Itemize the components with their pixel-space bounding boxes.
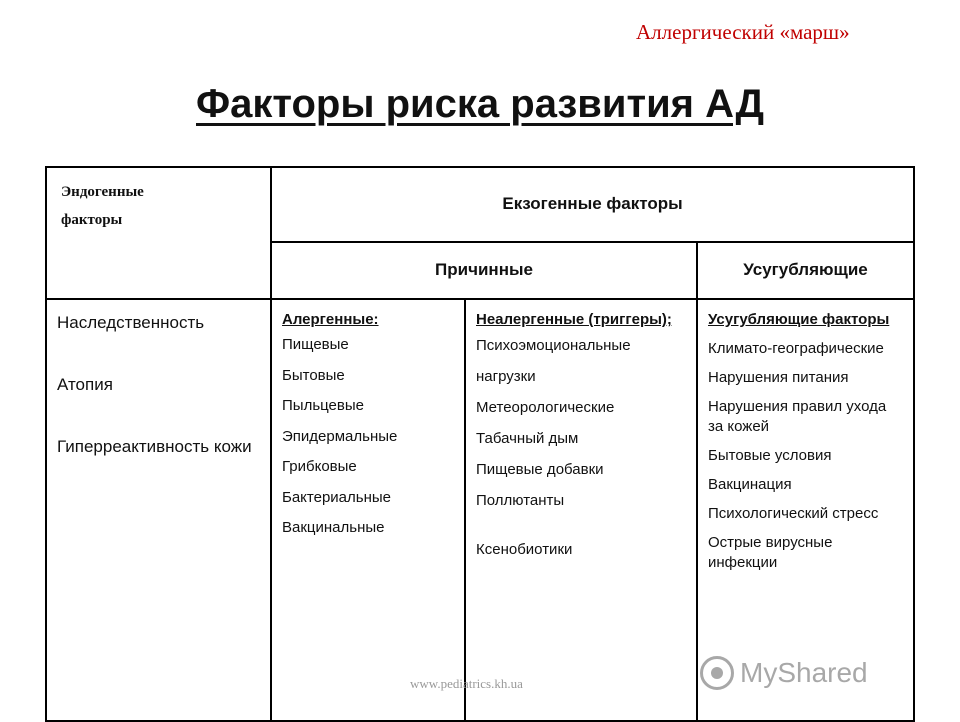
endogenous-item: Атопия xyxy=(57,375,113,394)
allergens-cell xyxy=(271,299,465,721)
allergen-item: Вакцинальные xyxy=(282,519,385,536)
trigger-item: Пищевые добавки xyxy=(476,461,604,478)
exogenous-header: Екзогенные факторы xyxy=(271,167,914,242)
page-title: Факторы риска развития АД xyxy=(196,82,764,126)
triggers-cell xyxy=(465,299,697,721)
allergen-item: Эпидермальные xyxy=(282,427,398,445)
myshared-logo-icon xyxy=(700,656,734,690)
top-label: Аллергический «марш» xyxy=(636,20,850,44)
allergen-item: Бытовые xyxy=(282,366,345,384)
endogenous-item: Наследственность xyxy=(57,313,205,332)
allergen-item: Грибковые xyxy=(282,458,357,475)
risk-factors-table xyxy=(45,166,915,722)
trigger-item: Поллютанты xyxy=(476,492,565,509)
watermark-text: MyShared xyxy=(740,657,868,688)
aggravating-header: Усугубляющие xyxy=(697,242,914,299)
aggravating-item: Психологический стресс xyxy=(708,505,879,522)
endogenous-header-line-2: факторы xyxy=(61,212,123,228)
aggravating-item: Нарушения правил ухода за кожей xyxy=(708,398,887,435)
footer-url: www.pediatrics.kh.ua xyxy=(410,676,523,691)
trigger-item: Метеорологические xyxy=(476,399,615,416)
aggravating-item: Нарушения питания xyxy=(708,369,849,386)
causal-header: Причинные xyxy=(271,242,697,299)
aggravating-item: Вакцинация xyxy=(708,476,792,493)
endogenous-header-line-1: Эндогенные xyxy=(61,184,144,200)
aggravating-item: Климато-географические xyxy=(708,340,884,357)
trigger-item: Табачный дым xyxy=(476,430,579,447)
trigger-item: Психоэмоциональные xyxy=(476,337,631,354)
endogenous-item: Гиперреактивность кожи xyxy=(57,437,252,456)
aggravating-item: Острые вирусные инфекции xyxy=(708,534,833,571)
allergens-title: Алергенные: xyxy=(282,311,379,328)
endogenous-cell xyxy=(46,299,271,721)
trigger-item: Ксенобиотики xyxy=(476,541,573,558)
aggravating-title: Усугубляющие факторы xyxy=(708,311,890,328)
triggers-title: Неалергенные (триггеры); xyxy=(476,311,672,328)
allergen-item: Пищевые xyxy=(282,336,349,353)
trigger-item: нагрузки xyxy=(476,368,536,385)
endogenous-header-cell xyxy=(46,167,271,299)
watermark xyxy=(700,656,868,690)
allergen-item: Бактериальные xyxy=(282,488,391,506)
allergen-item: Пыльцевые xyxy=(282,397,364,414)
aggravating-item: Бытовые условия xyxy=(708,447,832,464)
